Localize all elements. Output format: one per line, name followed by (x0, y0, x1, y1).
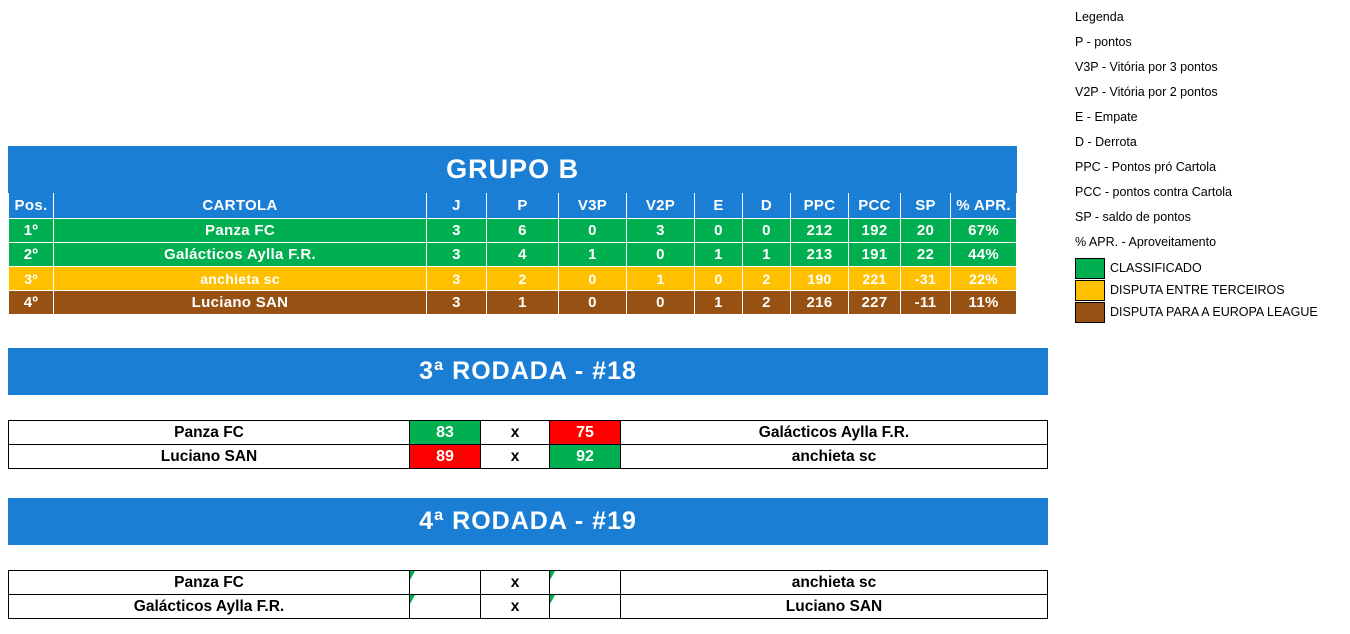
row-sp: 22 (901, 243, 951, 267)
match-away-score (550, 571, 621, 595)
col-header-j: J (427, 193, 487, 219)
row-pcc: 191 (849, 243, 901, 267)
match-home-score: 83 (410, 421, 481, 445)
match-versus-label: x (481, 445, 550, 469)
legend-line-sp: SP - saldo de pontos (1075, 210, 1191, 224)
match-away-team: anchieta sc (621, 571, 1048, 595)
match-away-score: 92 (550, 445, 621, 469)
row-j: 3 (427, 267, 487, 291)
row-v2p: 0 (627, 291, 695, 315)
row-p: 2 (487, 267, 559, 291)
legend-line-d: D - Derrota (1075, 135, 1137, 149)
legend-swatch-row-europa (1075, 301, 1340, 323)
row-pos: 3º (9, 267, 54, 291)
legend-swatch-label-terceiros: DISPUTA ENTRE TERCEIROS (1110, 283, 1285, 297)
match-versus-label: x (481, 571, 550, 595)
legend-swatch-label-classificado: CLASSIFICADO (1110, 261, 1202, 275)
col-header-cartola: CARTOLA (54, 193, 427, 219)
legend-swatch-row-classificado (1075, 257, 1340, 279)
legend-line-pcc: PCC - pontos contra Cartola (1075, 185, 1233, 199)
row-v3p: 0 (559, 267, 627, 291)
col-header-d: D (743, 193, 791, 219)
row-ppc: 212 (791, 219, 849, 243)
table-row (9, 445, 1048, 469)
row-p: 1 (487, 291, 559, 315)
row-d: 2 (743, 291, 791, 315)
legend-line-v3p: V3P - Vitória por 3 pontos (1075, 60, 1218, 74)
row-cartola: anchieta sc (54, 267, 427, 291)
round-3-banner: 3ª RODADA - #18 (8, 348, 1048, 395)
match-away-score (550, 595, 621, 619)
row-d: 2 (743, 267, 791, 291)
row-v3p: 0 (559, 219, 627, 243)
legend-panel (1075, 5, 1340, 323)
col-header-sp: SP (901, 193, 951, 219)
row-pos: 1º (9, 219, 54, 243)
row-e: 0 (695, 219, 743, 243)
row-apr: 11% (951, 291, 1017, 315)
match-away-team: Luciano SAN (621, 595, 1048, 619)
legend-swatch-label-europa: DISPUTA PARA A EUROPA LEAGUE (1110, 305, 1318, 319)
round-4-matches-table (8, 570, 1048, 619)
col-header-pcc: PCC (849, 193, 901, 219)
standings-table (8, 146, 1017, 315)
match-home-score (410, 595, 481, 619)
table-row (9, 291, 1017, 315)
row-cartola: Galácticos Aylla F.R. (54, 243, 427, 267)
group-title: GRUPO B (9, 147, 1017, 193)
row-pos: 2º (9, 243, 54, 267)
match-versus-label: x (481, 595, 550, 619)
row-ppc: 213 (791, 243, 849, 267)
row-apr: 67% (951, 219, 1017, 243)
row-pcc: 221 (849, 267, 901, 291)
match-home-score (410, 571, 481, 595)
legend-line-p: P - pontos (1075, 35, 1132, 49)
row-sp: -31 (901, 267, 951, 291)
row-v3p: 0 (559, 291, 627, 315)
row-ppc: 216 (791, 291, 849, 315)
row-pcc: 192 (849, 219, 901, 243)
row-apr: 22% (951, 267, 1017, 291)
legend-title: Legenda (1075, 10, 1124, 24)
match-home-team: Panza FC (9, 571, 410, 595)
match-versus-label: x (481, 421, 550, 445)
row-v3p: 1 (559, 243, 627, 267)
match-home-team: Galácticos Aylla F.R. (9, 595, 410, 619)
row-e: 1 (695, 291, 743, 315)
row-d: 1 (743, 243, 791, 267)
table-row (9, 595, 1048, 619)
col-header-apr: % APR. (951, 193, 1017, 219)
match-away-score: 75 (550, 421, 621, 445)
round-4-banner: 4ª RODADA - #19 (8, 498, 1048, 545)
table-row (9, 219, 1017, 243)
table-row (9, 571, 1048, 595)
table-row (9, 243, 1017, 267)
legend-swatches (1075, 257, 1340, 323)
match-away-team: Galácticos Aylla F.R. (621, 421, 1048, 445)
legend-line-apr: % APR. - Aproveitamento (1075, 235, 1217, 249)
legend-swatch-row-terceiros (1075, 279, 1340, 301)
row-e: 1 (695, 243, 743, 267)
row-v2p: 3 (627, 219, 695, 243)
row-v2p: 0 (627, 243, 695, 267)
row-j: 3 (427, 291, 487, 315)
row-j: 3 (427, 243, 487, 267)
row-e: 0 (695, 267, 743, 291)
row-p: 6 (487, 219, 559, 243)
col-header-ppc: PPC (791, 193, 849, 219)
row-pcc: 227 (849, 291, 901, 315)
table-row (9, 267, 1017, 291)
row-sp: -11 (901, 291, 951, 315)
col-header-v2p: V2P (627, 193, 695, 219)
row-cartola: Luciano SAN (54, 291, 427, 315)
row-cartola: Panza FC (54, 219, 427, 243)
row-v2p: 1 (627, 267, 695, 291)
row-d: 0 (743, 219, 791, 243)
match-home-team: Luciano SAN (9, 445, 410, 469)
row-pos: 4º (9, 291, 54, 315)
col-header-e: E (695, 193, 743, 219)
legend-line-ppc: PPC - Pontos pró Cartola (1075, 160, 1217, 174)
legend-line-v2p: V2P - Vitória por 2 pontos (1075, 85, 1218, 99)
match-home-team: Panza FC (9, 421, 410, 445)
row-sp: 20 (901, 219, 951, 243)
legend-color-swatch-yellow (1075, 280, 1105, 301)
match-home-score: 89 (410, 445, 481, 469)
round-3-matches-table (8, 420, 1048, 469)
row-apr: 44% (951, 243, 1017, 267)
standings-group-title-row (9, 147, 1017, 193)
table-row (9, 421, 1048, 445)
legend-color-swatch-green (1075, 258, 1105, 279)
match-away-team: anchieta sc (621, 445, 1048, 469)
legend-color-swatch-brown (1075, 302, 1105, 323)
col-header-v3p: V3P (559, 193, 627, 219)
col-header-pos: Pos. (9, 193, 54, 219)
row-p: 4 (487, 243, 559, 267)
col-header-p: P (487, 193, 559, 219)
standings-header-row (9, 193, 1017, 219)
legend-line-e: E - Empate (1075, 110, 1138, 124)
row-j: 3 (427, 219, 487, 243)
row-ppc: 190 (791, 267, 849, 291)
